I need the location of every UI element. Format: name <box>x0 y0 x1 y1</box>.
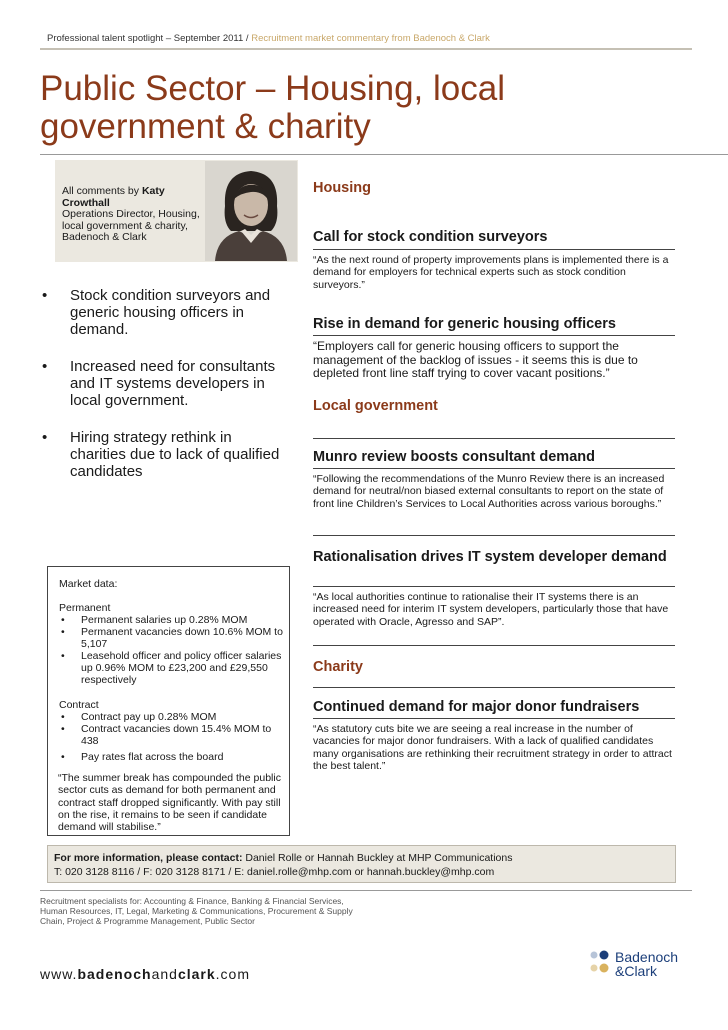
key-point-text: Hiring strategy rethink in charities due to lack of qualified candidates <box>70 429 280 480</box>
author-name: Katy Crowthall <box>62 185 165 209</box>
article-heading: Call for stock condition surveyors <box>313 229 548 245</box>
url-and: and <box>151 966 178 982</box>
article-heading: Munro review boosts consultant demand <box>313 449 595 465</box>
author-role: Operations Director, Housing, local government & charity, Badenoch & Clark <box>62 208 200 243</box>
market-item <box>59 723 287 747</box>
section-rule <box>313 535 675 536</box>
article-body: “Employers call for generic housing officers to support the management of the backlog of issues - it seems this is due to depleted front line staff trying to cover vacant positions.” <box>313 339 638 380</box>
key-point <box>40 287 290 338</box>
header-accent: Recruitment market commentary from Badenoch & Clark <box>251 33 490 44</box>
contact-names: Daniel Rolle or Hannah Buckley at MHP Communications <box>245 852 513 864</box>
section-housing: Housing <box>313 180 371 196</box>
article-rule <box>313 335 675 336</box>
footer-url[interactable] <box>40 966 250 982</box>
bullet-dot: • <box>61 626 65 638</box>
section-rule <box>313 687 675 688</box>
logo-text-line1: Badenoch <box>615 949 679 965</box>
bullet-dot: • <box>61 614 65 626</box>
article-heading: Continued demand for major donor fundraisers <box>313 699 640 715</box>
permanent-label: Permanent <box>59 602 111 614</box>
article-rule <box>313 718 675 719</box>
author-credit <box>62 186 202 244</box>
bullet-dot: • <box>61 723 65 735</box>
url-com: .com <box>215 966 250 982</box>
key-point <box>40 358 290 409</box>
permanent-list <box>59 614 287 686</box>
contact-label: For more information, please contact: <box>54 852 243 864</box>
market-item <box>59 626 287 650</box>
market-item-text: Permanent vacancies down 10.6% MOM to 5,107 <box>81 626 283 650</box>
page-title: Public Sector – Housing, local government & charity <box>40 69 505 146</box>
url-www: www. <box>40 966 78 982</box>
key-points <box>40 287 290 500</box>
article-rule <box>313 468 675 469</box>
market-item <box>59 650 287 686</box>
article-rule <box>313 586 675 587</box>
logo-text-line2: &Clark <box>615 963 658 979</box>
article-body: “Following the recommendations of the Munro Review there is an increased demand for neutral/non biased external consultants to report on the state of front line Children’s Services to Local Authorities across various boroughs.” <box>313 473 665 510</box>
header-rule <box>40 48 692 50</box>
contact-details: T: 020 3128 8116 / F: 020 3128 8171 / E: daniel.rolle@mhp.com or hannah.buckley@mhp.com <box>54 866 495 878</box>
article-heading: Rise in demand for generic housing officers <box>313 316 616 332</box>
header-prefix: Professional talent spotlight – September 2011 / <box>47 33 249 44</box>
market-item-text: Permanent salaries up 0.28% MOM <box>81 614 248 626</box>
section-rule <box>313 645 675 646</box>
bullet-dot: • <box>42 358 48 375</box>
contract-label: Contract <box>59 699 99 711</box>
key-point-text: Stock condition surveyors and generic housing officers in demand. <box>70 287 271 338</box>
specialists-text: Recruitment specialists for: Accounting & Finance, Banking & Financial Services, Human Resources, IT, Legal, Marketing & Communications, Procurement & Supply Chain, Project & Programme Management, Public Sector <box>40 896 353 926</box>
key-point <box>40 429 290 480</box>
section-local-government: Local government <box>313 398 438 414</box>
article-body: “As statutory cuts bite we are seeing a real increase in the number of vacancies for major donor fundraisers. With a lack of qualified candidates many organisations are rethinking their recruitment strategy in order to attract the best talent.” <box>313 723 672 772</box>
article-heading: Rationalisation drives IT system developer demand <box>313 549 667 565</box>
section-rule <box>313 438 675 439</box>
market-item <box>59 711 287 723</box>
market-item-text: Contract pay up 0.28% MOM <box>81 711 217 723</box>
author-prefix: All comments by <box>62 185 140 197</box>
title-rule <box>40 154 728 155</box>
market-data-title: Market data: <box>59 578 118 590</box>
market-item-text: Contract vacancies down 15.4% MOM to 438 <box>81 723 272 747</box>
contact-line-1 <box>54 852 512 864</box>
article-rule <box>313 249 675 250</box>
url-badenoch: badenoch <box>77 966 152 982</box>
author-photo <box>205 161 297 261</box>
bullet-dot: • <box>61 650 65 662</box>
footer-rule <box>40 890 692 891</box>
market-item <box>59 614 287 626</box>
market-item <box>59 751 287 763</box>
contract-list <box>59 711 287 763</box>
article-body: “As local authorities continue to rationalise their IT systems there is an increased need for interim IT system developers, particularly those that have operated with Oracle, Agresso and SAP”. <box>313 591 669 628</box>
key-point-text: Increased need for consultants and IT systems developers in local government. <box>70 358 276 409</box>
header-line <box>47 33 490 44</box>
bullet-dot: • <box>42 287 48 304</box>
section-charity: Charity <box>313 659 363 675</box>
market-item-text: Leasehold officer and policy officer salaries up 0.96% MOM to £23,200 and £29,550 respectively <box>81 650 282 686</box>
bullet-dot: • <box>61 711 65 723</box>
article-body: “As the next round of property improvements plans is implemented there is a demand for employers for technical experts such as stock condition surveyors.” <box>313 254 669 291</box>
bullet-dot: • <box>61 751 65 763</box>
market-item-text: Pay rates flat across the board <box>81 751 224 763</box>
url-clark: clark <box>177 966 216 982</box>
bullet-dot: • <box>42 429 48 446</box>
market-quote: “The summer break has compounded the public sector cuts as demand for both permanent and contract staff dropped significantly. With pay still on the rise, it remains to be seen if candidate demand will stabilise.” <box>58 772 281 834</box>
